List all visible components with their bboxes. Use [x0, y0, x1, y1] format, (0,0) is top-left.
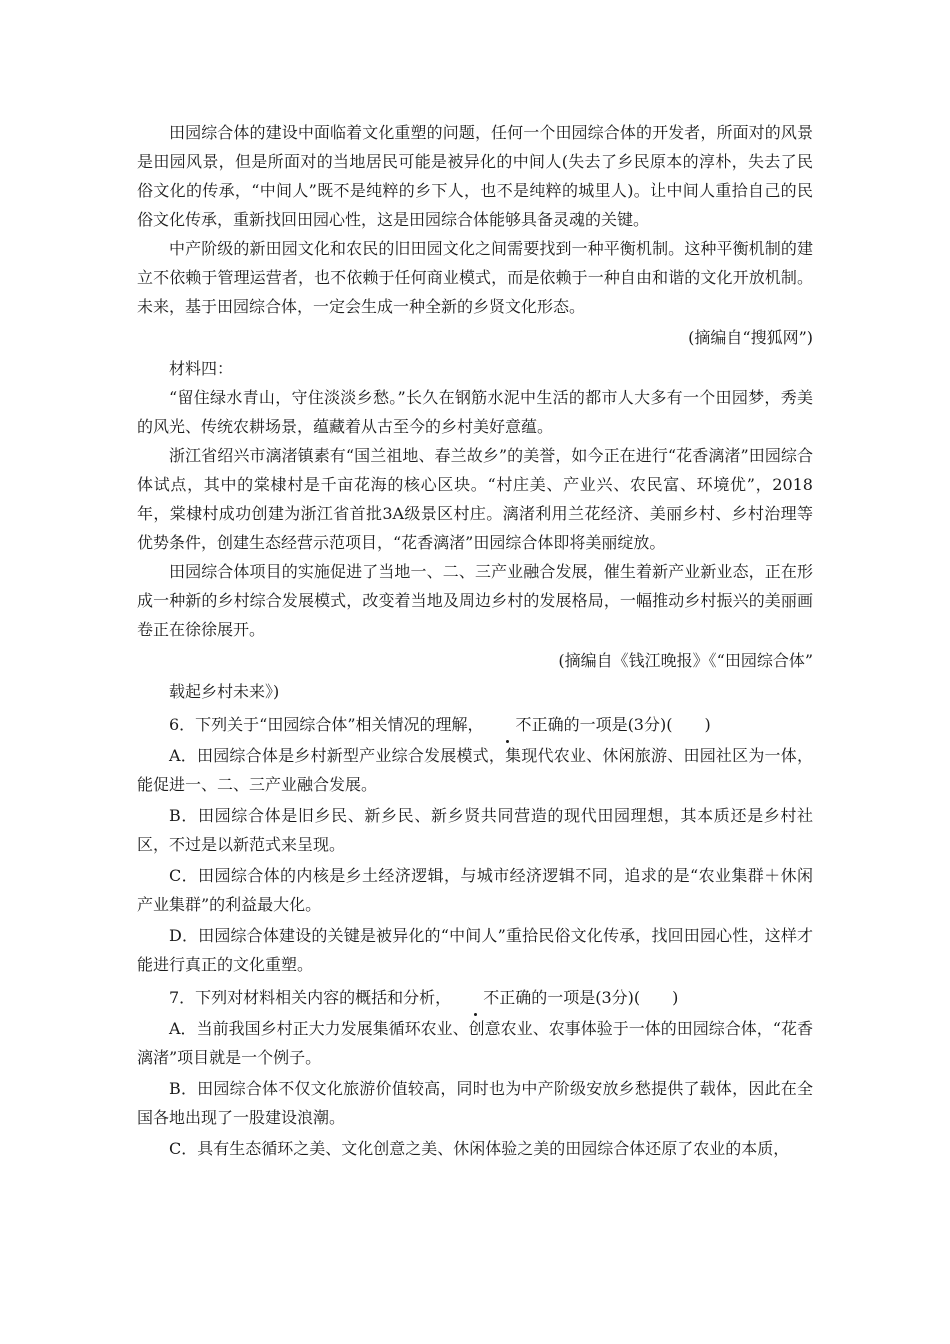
body-paragraph: 中产阶级的新田园文化和农民的旧田园文化之间需要找到一种平衡机制。这种平衡机制的建立不依赖于管理运营者，也不依赖于任何商业模式，而是依赖于一种自由和谐的文化开放机制。未来，基于田园综合体，一定会生成一种全新的乡贤文化形态。	[137, 239, 813, 316]
question-7-stem	[137, 983, 813, 1012]
source-citation: (摘编自“搜狐网”)	[688, 328, 813, 347]
question-stem-pre: 7．下列对材料相关内容的概括和分析，	[169, 988, 452, 1007]
question-stem-post: 正确的一项是(3分)( )	[531, 715, 711, 734]
body-paragraph: 田园综合体项目的实施促进了当地一、二、三产业融合发展，催生着新产业新业态，正在形成一种新的乡村综合发展模式，改变着当地及周边乡村的发展格局，一幅推动乡村振兴的美丽画卷正在徐徐展开。	[137, 562, 813, 639]
option-a: A．当前我国乡村正大力发展集循环农业、创意农业、农事体验于一体的田园综合体，“花香漓渚”项目就是一个例子。	[137, 1019, 813, 1067]
option-a: A．田园综合体是乡村新型产业综合发展模式，集现代农业、休闲旅游、田园社区为一体，能促进一、二、三产业融合发展。	[137, 746, 813, 794]
source-citation: (摘编自《钱江晚报》《“田园综合体”	[558, 651, 813, 670]
body-paragraph: “留住绿水青山，守住淡淡乡愁。”长久在钢筋水泥中生活的都市人大多有一个田园梦，秀美的风光、传统农耕场景，蕴藏着从古至今的乡村美好意蕴。	[137, 388, 813, 436]
document-page	[137, 118, 813, 1163]
option-c: C．具有生态循环之美、文化创意之美、休闲体验之美的田园综合体还原了农业的本质，	[169, 1139, 790, 1158]
emphasis-dot-char: 不	[484, 710, 532, 739]
source-citation-continued: 载起乡村未来》)	[169, 682, 280, 701]
option-d: D．田园综合体建设的关键是被异化的“中间人”重拾民俗文化传承，找回田园心性，这样才能进行真正的文化重塑。	[137, 926, 813, 974]
option-b: B．田园综合体不仅文化旅游价值较高，同时也为中产阶级安放乡愁提供了载体，因此在全国各地出现了一股建设浪潮。	[137, 1079, 813, 1127]
body-paragraph: 浙江省绍兴市漓渚镇素有“国兰祖地、春兰故乡”的美誉，如今正在进行“花香漓渚”田园综合体试点，其中的棠棣村是千亩花海的核心区块。“村庄美、产业兴、农民富、环境优”，2018年，棠棣村成功创建为浙江省首批3A级景区村庄。漓渚利用兰花经济、美丽乡村、乡村治理等优势条件，创建生态经营示范项目，“花香漓渚”田园综合体即将美丽绽放。	[137, 446, 813, 552]
material-label: 材料四：	[169, 359, 234, 378]
body-paragraph: 田园综合体的建设中面临着文化重塑的问题，任何一个田园综合体的开发者，所面对的风景是田园风景，但是所面对的当地居民可能是被异化的中间人(失去了乡民原本的淳朴，失去了民俗文化的传承，“中间人”既不是纯粹的乡下人，也不是纯粹的城里人)。让中间人重拾自己的民俗文化传承，重新找回田园心性，这是田园综合体能够具备灵魂的关键。	[137, 123, 813, 229]
option-b: B．田园综合体是旧乡民、新乡民、新乡贤共同营造的现代田园理想，其本质还是乡村社区，不过是以新范式来呈现。	[137, 806, 813, 854]
question-6-stem	[137, 710, 813, 739]
question-stem-pre: 6．下列关于“田园综合体”相关情况的理解，	[169, 715, 484, 734]
option-c: C．田园综合体的内核是乡土经济逻辑，与城市经济逻辑不同，追求的是“农业集群＋休闲产业集群”的利益最大化。	[137, 866, 813, 914]
question-stem-post: 正确的一项是(3分)( )	[499, 988, 679, 1007]
emphasis-dot-char: 不	[451, 983, 499, 1012]
